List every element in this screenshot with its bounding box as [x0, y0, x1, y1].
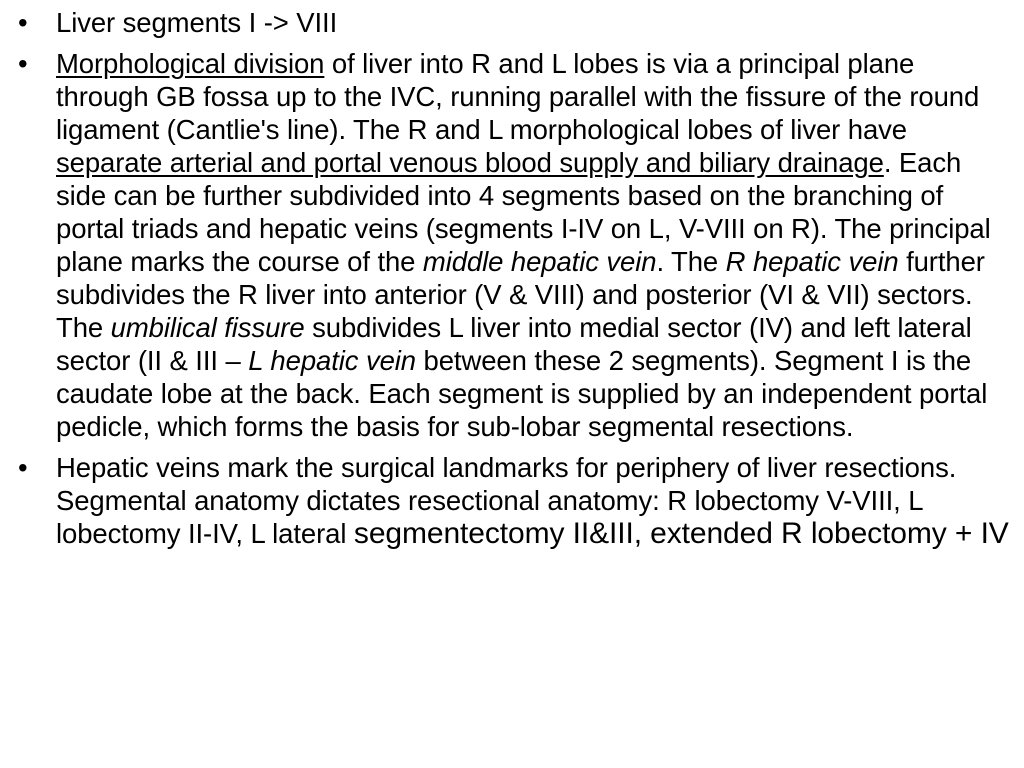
italic-term: L hepatic vein — [248, 345, 416, 376]
italic-term: R hepatic vein — [725, 246, 899, 277]
text-segment-large: segmentectomy II&III, extended R lobectomy + IV — [353, 517, 1009, 550]
bullet-text — [56, 48, 991, 442]
bullet-marker: • — [18, 452, 28, 483]
bullet-morphological-division — [18, 47, 1010, 443]
text-segment: . Each side can be further subdivided into 4 segments based on the branching of portal triads and hepatic veins (segments I-IV on L, V-VIII on R). The principal plane marks the course of the — [56, 147, 991, 277]
italic-term: middle hepatic vein — [422, 246, 657, 277]
bullet-marker: • — [18, 7, 28, 38]
underlined-term: Morphological division — [56, 48, 325, 79]
text-segment: between these 2 segments). Segment I is the caudate lobe at the back. Each segment is supplied by an independent portal pedicle, which forms the basis for sub-lobar segmental resections. — [56, 345, 988, 442]
bullet-list — [18, 6, 1010, 550]
bullet-liver-segments — [18, 6, 1010, 39]
text-segment: of liver into R and L lobes is via a principal plane through GB fossa up to the IVC, running parallel with the fissure of the round ligament (Cantlie's line). The R and L morphological lobes of liver have — [56, 48, 980, 145]
text-segment: Hepatic veins mark the surgical landmarks for periphery of liver resections. Segmental anatomy dictates resectional anatomy: R lobectomy V-VIII, L lobectomy II-IV, L lateral — [56, 452, 957, 549]
text-segment: . The — [656, 246, 726, 277]
bullet-marker: • — [18, 48, 28, 79]
italic-term: umbilical fissure — [110, 312, 305, 343]
underlined-phrase: separate arterial and portal venous blood supply and biliary drainage — [56, 147, 884, 178]
bullet-text — [56, 452, 1009, 549]
text-segment: further subdivides the R liver into anterior (V & VIII) and posterior (VI & VII) sectors. The — [56, 246, 985, 343]
bullet-text: Liver segments I -> VIII — [56, 7, 338, 38]
bullet-hepatic-veins — [18, 451, 1010, 550]
text-segment: subdivides L liver into medial sector (IV) and left lateral sector (II & III – — [56, 312, 972, 376]
